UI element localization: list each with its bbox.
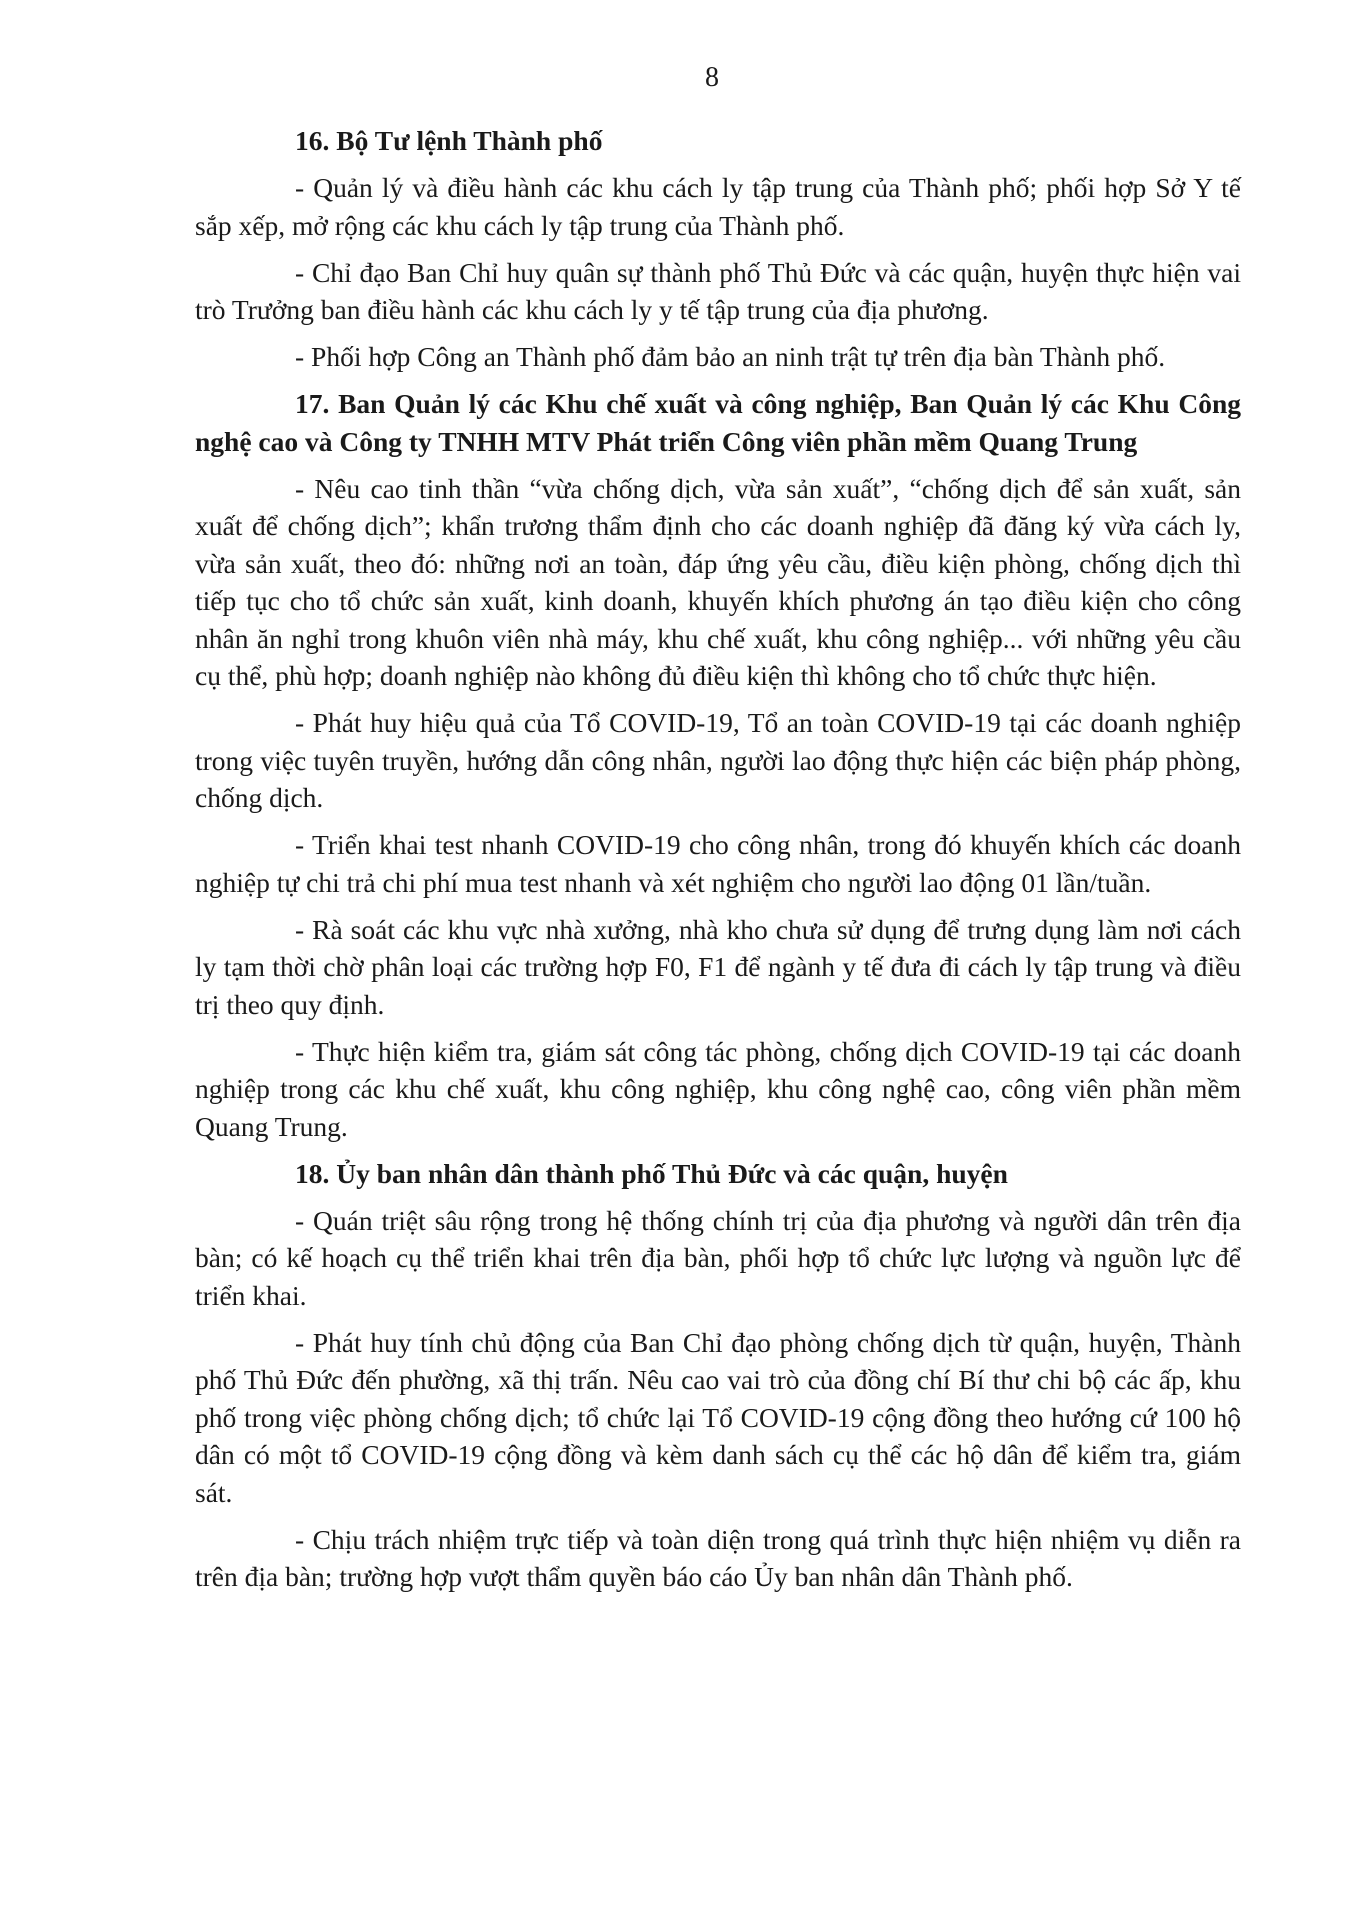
document-body [195,122,1241,1596]
section-16-paragraph: - Chỉ đạo Ban Chỉ huy quân sự thành phố Thủ Đức và các quận, huyện thực hiện vai trò Trưởng ban điều hành các khu cách ly y tế tập trung của địa phương. [195,256,1241,325]
section-18-paragraph: - Phát huy tính chủ động của Ban Chỉ đạo phòng chống dịch từ quận, huyện, Thành phố Thủ Đức đến phường, xã thị trấn. Nêu cao vai trò của đồng chí Bí thư chi bộ các ấp, khu phố trong việc phòng chống dịch; tổ chức lại Tổ COVID-19 cộng đồng theo hướng cứ 100 hộ dân có một tổ COVID-19 cộng đồng và kèm danh sách cụ thể các hộ dân để kiểm tra, giám sát. [195,1326,1241,1508]
section-16-heading: 16. Bộ Tư lệnh Thành phố [295,125,603,156]
section-17-heading: 17. Ban Quản lý các Khu chế xuất và công nghiệp, Ban Quản lý các Khu Công nghệ cao và Công ty TNHH MTV Phát triển Công viên phần mềm Quang Trung [195,388,1241,457]
section-17-paragraph: - Nêu cao tinh thần “vừa chống dịch, vừa sản xuất”, “chống dịch để sản xuất, sản xuất để chống dịch”; khẩn trương thẩm định cho các doanh nghiệp đã đăng ký vừa cách ly, vừa sản xuất, theo đó: những nơi an toàn, đáp ứng yêu cầu, điều kiện phòng, chống dịch thì tiếp tục cho tổ chức sản xuất, kinh doanh, khuyến khích phương án tạo điều kiện cho công nhân ăn nghỉ trong khuôn viên nhà máy, khu chế xuất, khu công nghiệp... với những yêu cầu cụ thể, phù hợp; doanh nghiệp nào không đủ điều kiện thì không cho tổ chức thực hiện. [195,472,1241,691]
section-17-paragraph: - Triển khai test nhanh COVID-19 cho công nhân, trong đó khuyến khích các doanh nghiệp tự chi trả chi phí mua test nhanh và xét nghiệm cho người lao động 01 lần/tuần. [195,829,1241,898]
section-17-paragraph: - Thực hiện kiểm tra, giám sát công tác phòng, chống dịch COVID-19 tại các doanh nghiệp trong các khu chế xuất, khu công nghiệp, khu công nghệ cao, công viên phần mềm Quang Trung. [195,1035,1241,1142]
section-16-paragraph: - Quản lý và điều hành các khu cách ly tập trung của Thành phố; phối hợp Sở Y tế sắp xếp, mở rộng các khu cách ly tập trung của Thành phố. [195,172,1241,241]
section-17-paragraph: - Rà soát các khu vực nhà xưởng, nhà kho chưa sử dụng để trưng dụng làm nơi cách ly tạm thời chờ phân loại các trường hợp F0, F1 để ngành y tế đưa đi cách ly tập trung và điều trị theo quy định. [195,913,1241,1020]
page-number: 8 [705,62,719,93]
section-18-heading: 18. Ủy ban nhân dân thành phố Thủ Đức và các quận, huyện [295,1157,1008,1189]
section-18-paragraph: - Quán triệt sâu rộng trong hệ thống chính trị của địa phương và người dân trên địa bàn; có kế hoạch cụ thể triển khai trên địa bàn, phối hợp tổ chức lực lượng và nguồn lực để triển khai. [195,1204,1241,1311]
section-17-paragraph: - Phát huy hiệu quả của Tổ COVID-19, Tổ an toàn COVID-19 tại các doanh nghiệp trong việc tuyên truyền, hướng dẫn công nhân, người lao động thực hiện các biện pháp phòng, chống dịch. [195,707,1241,813]
section-16-paragraph: - Phối hợp Công an Thành phố đảm bảo an ninh trật tự trên địa bàn Thành phố. [295,341,1166,372]
section-18-paragraph: - Chịu trách nhiệm trực tiếp và toàn diện trong quá trình thực hiện nhiệm vụ diễn ra trên địa bàn; trường hợp vượt thẩm quyền báo cáo Ủy ban nhân dân Thành phố. [195,1523,1241,1592]
